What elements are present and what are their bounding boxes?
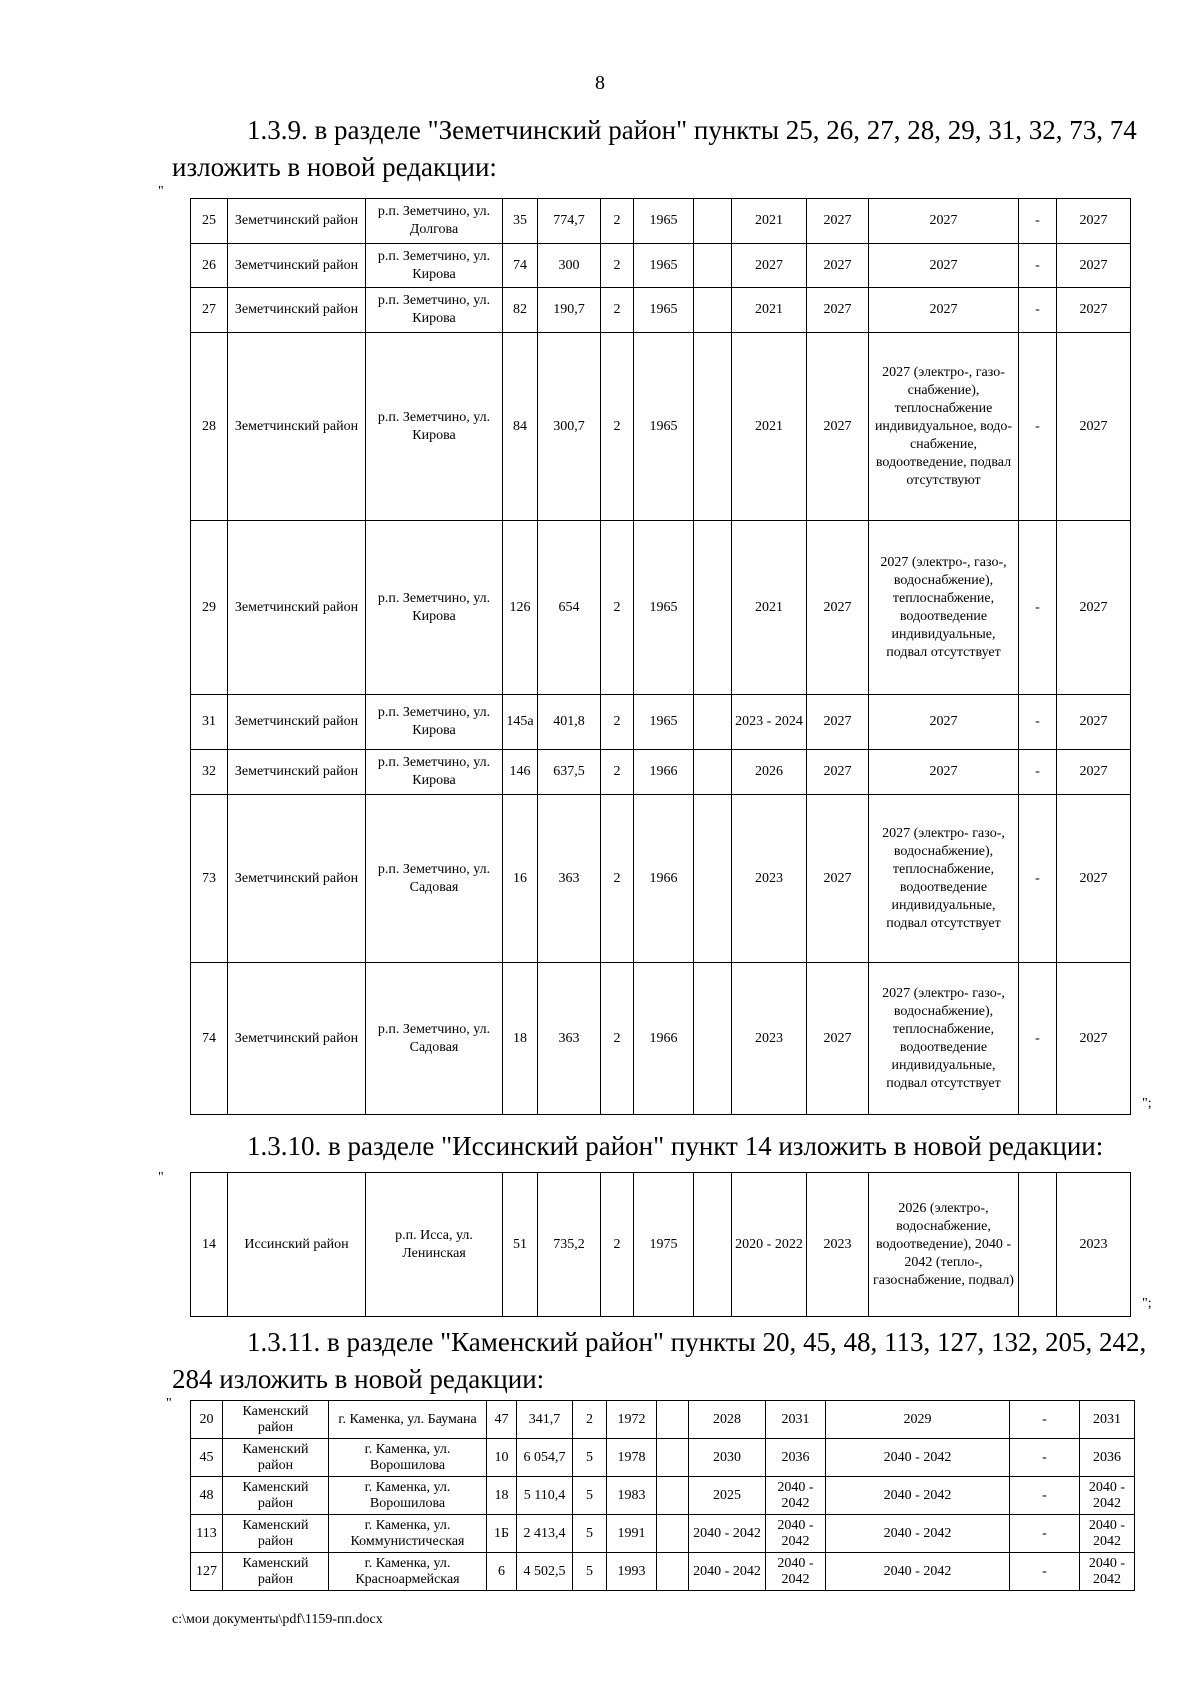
table-cell: 5 bbox=[573, 1477, 607, 1515]
table-cell: р.п. Земетчино, ул. Кирова bbox=[366, 244, 503, 288]
close-quote-1: "; bbox=[1142, 1096, 1152, 1111]
table-cell: 45 bbox=[191, 1439, 223, 1477]
table-cell: 2 bbox=[601, 244, 634, 288]
table-cell: 2027 bbox=[1057, 963, 1131, 1115]
table-row bbox=[191, 244, 1131, 288]
table-cell: 2 bbox=[601, 750, 634, 795]
table-cell: г. Каменка, ул. Красноармейская bbox=[329, 1553, 487, 1591]
table-cell: 2040 - 2042 bbox=[826, 1439, 1010, 1477]
table-cell: 1965 bbox=[634, 695, 694, 750]
table-cell bbox=[694, 1173, 732, 1317]
table-cell: 2026 (электро-, водоснабжение, водоотведение), 2040 - 2042 (тепло-, газоснабжение, подвал) bbox=[869, 1173, 1019, 1317]
table-cell: 35 bbox=[503, 199, 538, 244]
table-cell: р.п. Земетчино, ул. Долгова bbox=[366, 199, 503, 244]
table-cell: 2031 bbox=[766, 1401, 826, 1439]
table-cell: Земетчинский район bbox=[228, 333, 366, 521]
table-cell: 2027 bbox=[807, 333, 869, 521]
table-cell: 26 bbox=[191, 244, 228, 288]
table-cell: - bbox=[1019, 795, 1057, 963]
table-cell bbox=[657, 1515, 689, 1553]
table-cell: р.п. Земетчино, ул. Кирова bbox=[366, 333, 503, 521]
close-quote-2: "; bbox=[1142, 1296, 1152, 1311]
table-cell: 2026 bbox=[732, 750, 807, 795]
table-cell: 4 502,5 bbox=[517, 1553, 573, 1591]
table-cell: р.п. Земетчино, ул. Кирова bbox=[366, 695, 503, 750]
table-cell: г. Каменка, ул. Коммунистическая bbox=[329, 1515, 487, 1553]
table-cell: Земетчинский район bbox=[228, 795, 366, 963]
table-cell: 27 bbox=[191, 288, 228, 333]
table-cell: г. Каменка, ул. Баумана bbox=[329, 1401, 487, 1439]
table-cell: 1993 bbox=[607, 1553, 657, 1591]
table-cell: 2027 bbox=[807, 795, 869, 963]
table-cell: 6 bbox=[487, 1553, 517, 1591]
section-1-heading: 1.3.9. в разделе "Земетчинский район" пункты 25, 26, 27, 28, 29, 31, 32, 73, 74 изложить в новой редакции: bbox=[172, 115, 1137, 182]
table-cell: Каменский район bbox=[223, 1439, 329, 1477]
table-row bbox=[191, 521, 1131, 695]
table-cell: 20 bbox=[191, 1401, 223, 1439]
table-cell: 2040 - 2042 bbox=[826, 1553, 1010, 1591]
table-cell: 2031 bbox=[1080, 1401, 1135, 1439]
table-cell: - bbox=[1010, 1553, 1080, 1591]
table-row bbox=[191, 199, 1131, 244]
table-cell: 5 bbox=[573, 1553, 607, 1591]
table-cell: 2027 (электро- газо-, водоснабжение), теплоснабжение, водоотведение индивидуальные, подвал отсутствует bbox=[869, 963, 1019, 1115]
table-cell: 2040 - 2042 bbox=[826, 1477, 1010, 1515]
table-cell: р.п. Исса, ул. Ленинская bbox=[366, 1173, 503, 1317]
table-cell: 1Б bbox=[487, 1515, 517, 1553]
table-cell: 1965 bbox=[634, 333, 694, 521]
table-cell: 2040 - 2042 bbox=[766, 1477, 826, 1515]
table-cell: 190,7 bbox=[538, 288, 601, 333]
table-cell: 2023 bbox=[732, 795, 807, 963]
table-cell: 1966 bbox=[634, 750, 694, 795]
table-cell: 28 bbox=[191, 333, 228, 521]
table-cell: 2029 bbox=[826, 1401, 1010, 1439]
table-cell: 73 bbox=[191, 795, 228, 963]
table-cell: р.п. Земетчино, ул. Садовая bbox=[366, 963, 503, 1115]
table-cell: 2027 bbox=[1057, 750, 1131, 795]
table-cell: 2020 - 2022 bbox=[732, 1173, 807, 1317]
table-cell: 2027 bbox=[869, 750, 1019, 795]
table-cell: 2021 bbox=[732, 333, 807, 521]
table-cell: 2 bbox=[573, 1401, 607, 1439]
table-cell bbox=[694, 750, 732, 795]
table-row bbox=[191, 288, 1131, 333]
table-cell: 2040 - 2042 bbox=[766, 1515, 826, 1553]
table-cell bbox=[1019, 1173, 1057, 1317]
section-2-heading: 1.3.10. в разделе "Иссинский район" пункт 14 изложить в новой редакции: bbox=[247, 1131, 1104, 1161]
table-cell: Земетчинский район bbox=[228, 521, 366, 695]
table-cell: 2027 bbox=[807, 750, 869, 795]
table-cell: 363 bbox=[538, 795, 601, 963]
table-cell: 2 bbox=[601, 1173, 634, 1317]
table-cell: 2023 bbox=[732, 963, 807, 1115]
table-cell: - bbox=[1010, 1439, 1080, 1477]
table-cell: 654 bbox=[538, 521, 601, 695]
table-cell: 2027 bbox=[1057, 244, 1131, 288]
table-cell: 126 bbox=[503, 521, 538, 695]
table-cell: Каменский район bbox=[223, 1553, 329, 1591]
table-cell: 2027 bbox=[869, 288, 1019, 333]
table-cell: 1965 bbox=[634, 521, 694, 695]
table-cell: 84 bbox=[503, 333, 538, 521]
table-cell: 113 bbox=[191, 1515, 223, 1553]
table-cell bbox=[694, 333, 732, 521]
section-3-heading: 1.3.11. в разделе "Каменский район" пункты 20, 45, 48, 113, 127, 132, 205, 242, 284 изложить в новой редакции: bbox=[172, 1327, 1147, 1394]
footer-file-path: c:\мои документы\pdf\1159-пп.docx bbox=[172, 1612, 383, 1627]
table-cell: 2027 bbox=[869, 695, 1019, 750]
table-cell: 1975 bbox=[634, 1173, 694, 1317]
table-cell: Каменский район bbox=[223, 1515, 329, 1553]
open-quote-1: " bbox=[158, 184, 164, 199]
table-cell bbox=[694, 521, 732, 695]
table-cell: 2 bbox=[601, 288, 634, 333]
table-cell bbox=[694, 963, 732, 1115]
table-cell: 2025 bbox=[689, 1477, 766, 1515]
table-cell: 2027 bbox=[807, 521, 869, 695]
table-cell: 1972 bbox=[607, 1401, 657, 1439]
table-cell bbox=[694, 199, 732, 244]
table-cell: 2030 bbox=[689, 1439, 766, 1477]
table-cell: 774,7 bbox=[538, 199, 601, 244]
table-cell: Земетчинский район bbox=[228, 288, 366, 333]
table-cell: 2 bbox=[601, 795, 634, 963]
table-cell: 2027 bbox=[807, 963, 869, 1115]
table-cell: 74 bbox=[191, 963, 228, 1115]
table-cell: 2040 - 2042 bbox=[766, 1553, 826, 1591]
table-cell: 2027 bbox=[1057, 521, 1131, 695]
table-cell: - bbox=[1019, 695, 1057, 750]
table-cell: Земетчинский район bbox=[228, 963, 366, 1115]
table-cell: - bbox=[1019, 750, 1057, 795]
table-row bbox=[191, 1477, 1135, 1515]
table-cell: 1983 bbox=[607, 1477, 657, 1515]
table-cell: 5 bbox=[573, 1515, 607, 1553]
table-cell: 2040 - 2042 bbox=[1080, 1477, 1135, 1515]
table-cell: г. Каменка, ул. Ворошилова bbox=[329, 1439, 487, 1477]
table-cell: 2 bbox=[601, 521, 634, 695]
table-cell: р.п. Земетчино, ул. Кирова bbox=[366, 521, 503, 695]
table-cell: 16 bbox=[503, 795, 538, 963]
table-cell bbox=[657, 1401, 689, 1439]
table-cell bbox=[657, 1439, 689, 1477]
table-cell: - bbox=[1019, 244, 1057, 288]
table-cell: 2027 bbox=[807, 288, 869, 333]
table-cell: - bbox=[1010, 1477, 1080, 1515]
table-cell: - bbox=[1019, 333, 1057, 521]
table-cell: 5 110,4 bbox=[517, 1477, 573, 1515]
table-cell: - bbox=[1010, 1401, 1080, 1439]
table-cell: 2 bbox=[601, 333, 634, 521]
table-cell: 300,7 bbox=[538, 333, 601, 521]
table-cell: 2023 bbox=[1057, 1173, 1131, 1317]
table-cell: Иссинский район bbox=[228, 1173, 366, 1317]
table-cell: 31 bbox=[191, 695, 228, 750]
table-cell: 2027 (электро-, газо-снабжение), теплоснабжение индивидуальное, водо-снабжение, водоотведение, подвал отсутствуют bbox=[869, 333, 1019, 521]
table-cell: Земетчинский район bbox=[228, 244, 366, 288]
table-cell: 2040 - 2042 bbox=[1080, 1553, 1135, 1591]
table-cell: 2040 - 2042 bbox=[689, 1515, 766, 1553]
table-cell: - bbox=[1010, 1515, 1080, 1553]
table-cell: 82 bbox=[503, 288, 538, 333]
table-cell: 1965 bbox=[634, 244, 694, 288]
table-cell: 2027 (электро-, газо-, водоснабжение), теплоснабжение, водоотведение индивидуальные, подвал отсутствует bbox=[869, 521, 1019, 695]
table-cell bbox=[657, 1477, 689, 1515]
table-cell bbox=[694, 695, 732, 750]
table-cell: 2021 bbox=[732, 199, 807, 244]
table-cell: 32 bbox=[191, 750, 228, 795]
table-row bbox=[191, 695, 1131, 750]
table-cell: 1965 bbox=[634, 288, 694, 333]
table-cell: 2027 bbox=[732, 244, 807, 288]
table-cell: 735,2 bbox=[538, 1173, 601, 1317]
table-cell: 14 bbox=[191, 1173, 228, 1317]
table-cell: 300 bbox=[538, 244, 601, 288]
table-cell: р.п. Земетчино, ул. Кирова bbox=[366, 750, 503, 795]
table-cell: Каменский район bbox=[223, 1401, 329, 1439]
table-cell: 2021 bbox=[732, 521, 807, 695]
table-row bbox=[191, 1553, 1135, 1591]
table-cell: 18 bbox=[503, 963, 538, 1115]
page-number: 8 bbox=[595, 72, 605, 94]
table-cell: 2027 bbox=[869, 244, 1019, 288]
table-cell: 5 bbox=[573, 1439, 607, 1477]
table-cell: 2028 bbox=[689, 1401, 766, 1439]
table-cell: 2027 bbox=[1057, 288, 1131, 333]
table-cell: 10 bbox=[487, 1439, 517, 1477]
table-cell: 2040 - 2042 bbox=[689, 1553, 766, 1591]
table-row bbox=[191, 333, 1131, 521]
table-cell: 2 bbox=[601, 199, 634, 244]
table-cell: 2040 - 2042 bbox=[826, 1515, 1010, 1553]
table-cell: 2027 bbox=[807, 695, 869, 750]
table-cell: 2027 bbox=[1057, 695, 1131, 750]
table-cell: 1991 bbox=[607, 1515, 657, 1553]
table-cell: 2040 - 2042 bbox=[1080, 1515, 1135, 1553]
table-cell: р.п. Земетчино, ул. Кирова bbox=[366, 288, 503, 333]
table-cell: 1965 bbox=[634, 199, 694, 244]
table-cell: 146 bbox=[503, 750, 538, 795]
table-cell: 2 413,4 bbox=[517, 1515, 573, 1553]
table-cell: р.п. Земетчино, ул. Садовая bbox=[366, 795, 503, 963]
table-cell: 1966 bbox=[634, 795, 694, 963]
table-cell: - bbox=[1019, 521, 1057, 695]
table-cell: 1978 bbox=[607, 1439, 657, 1477]
table-cell: 25 bbox=[191, 199, 228, 244]
table-row bbox=[191, 1401, 1135, 1439]
table-cell: 2027 bbox=[807, 244, 869, 288]
table-cell: 6 054,7 bbox=[517, 1439, 573, 1477]
table-cell bbox=[694, 288, 732, 333]
table-cell: 51 bbox=[503, 1173, 538, 1317]
table-cell: 29 bbox=[191, 521, 228, 695]
table-cell bbox=[694, 795, 732, 963]
table-row bbox=[191, 1515, 1135, 1553]
table-cell: Земетчинский район bbox=[228, 750, 366, 795]
table-row bbox=[191, 1173, 1131, 1317]
table-cell bbox=[657, 1553, 689, 1591]
table-cell bbox=[694, 244, 732, 288]
table-cell: г. Каменка, ул. Ворошилова bbox=[329, 1477, 487, 1515]
table-cell: 18 bbox=[487, 1477, 517, 1515]
table-cell: 127 bbox=[191, 1553, 223, 1591]
table-zemetchinsky bbox=[190, 198, 1131, 1115]
table-cell: Каменский район bbox=[223, 1477, 329, 1515]
table-cell: - bbox=[1019, 963, 1057, 1115]
table-cell: 2023 - 2024 bbox=[732, 695, 807, 750]
table-cell: 47 bbox=[487, 1401, 517, 1439]
table-cell: 2027 bbox=[807, 199, 869, 244]
table-cell: 145а bbox=[503, 695, 538, 750]
table-cell: 363 bbox=[538, 963, 601, 1115]
table-cell: 1966 bbox=[634, 963, 694, 1115]
table-cell: 2027 (электро- газо-, водоснабжение), теплоснабжение, водоотведение индивидуальные, подвал отсутствует bbox=[869, 795, 1019, 963]
table-cell: 2023 bbox=[807, 1173, 869, 1317]
table-row bbox=[191, 963, 1131, 1115]
table-cell: 2027 bbox=[1057, 333, 1131, 521]
table-cell: 2 bbox=[601, 963, 634, 1115]
table-cell: Земетчинский район bbox=[228, 199, 366, 244]
open-quote-3: " bbox=[166, 1396, 172, 1411]
table-cell: 74 bbox=[503, 244, 538, 288]
table-cell: 2036 bbox=[1080, 1439, 1135, 1477]
table-cell: 48 bbox=[191, 1477, 223, 1515]
table-cell: 637,5 bbox=[538, 750, 601, 795]
table-cell: 2 bbox=[601, 695, 634, 750]
table-row bbox=[191, 795, 1131, 963]
table-row bbox=[191, 1439, 1135, 1477]
table-row bbox=[191, 750, 1131, 795]
table-cell: 341,7 bbox=[517, 1401, 573, 1439]
table-cell: 2021 bbox=[732, 288, 807, 333]
open-quote-2: " bbox=[158, 1170, 164, 1185]
table-cell: 2036 bbox=[766, 1439, 826, 1477]
table-cell: 2027 bbox=[1057, 795, 1131, 963]
table-cell: 2027 bbox=[869, 199, 1019, 244]
table-cell: - bbox=[1019, 199, 1057, 244]
table-cell: 2027 bbox=[1057, 199, 1131, 244]
table-issinsky bbox=[190, 1172, 1131, 1317]
table-cell: - bbox=[1019, 288, 1057, 333]
table-cell: 401,8 bbox=[538, 695, 601, 750]
table-kamensky bbox=[190, 1400, 1135, 1591]
table-cell: Земетчинский район bbox=[228, 695, 366, 750]
